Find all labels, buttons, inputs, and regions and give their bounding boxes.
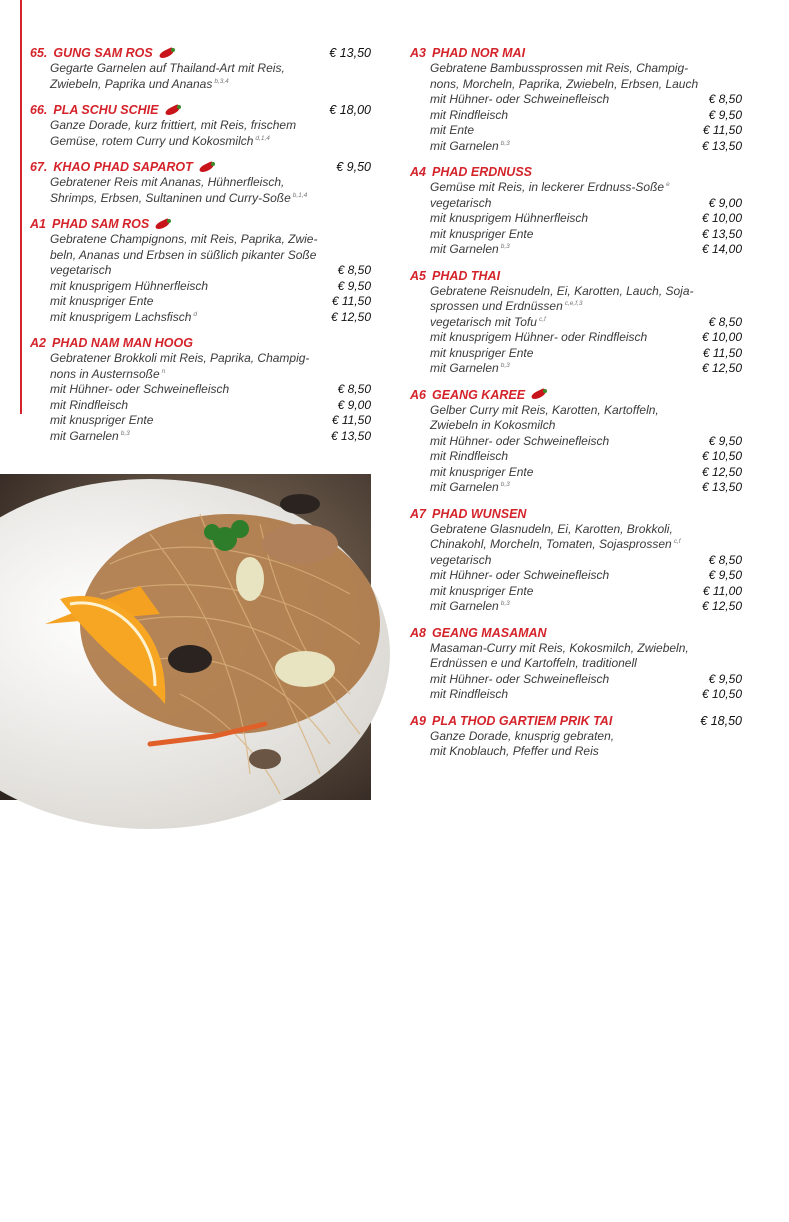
option-label	[430, 449, 508, 465]
dish-name: GEANG KAREE	[431, 387, 526, 402]
option-price: € 9,50	[708, 671, 742, 686]
option-price: € 13,50	[701, 226, 742, 241]
option-label	[430, 568, 609, 584]
description-text: beln, Ananas und Erbsen in süßlich pikanter Soße	[50, 247, 317, 262]
allergen-codes: b,3	[500, 139, 510, 147]
option-price: € 8,50	[708, 552, 742, 567]
option-label	[430, 92, 609, 108]
dish-description	[410, 180, 742, 196]
option-text: mit knuspriger Ente	[430, 226, 534, 241]
option-text: mit knusprigem Hühner- oder Rindfleisch	[430, 330, 648, 344]
option-price: € 14,00	[701, 242, 742, 256]
price-option	[410, 584, 742, 600]
allergen-codes: d,1,4	[255, 134, 270, 142]
description-line	[430, 537, 742, 553]
option-price: € 11,50	[702, 345, 742, 360]
price-option	[410, 449, 742, 465]
dish-number: A7	[410, 506, 426, 521]
dish-name: PLA THOD GARTIEM PRIK TAI	[431, 713, 613, 728]
allergen-codes: c,e,f,3	[564, 300, 583, 307]
description-text: sprossen und Erdnüssen	[430, 299, 563, 313]
option-label	[430, 434, 609, 450]
price-option	[410, 196, 742, 212]
option-text: mit Rindfleisch	[50, 397, 129, 412]
allergen-codes: b,3	[500, 481, 510, 488]
option-text: mit Ente	[430, 123, 475, 137]
option-price: € 9,50	[708, 107, 742, 122]
option-price: € 11,00	[702, 583, 742, 598]
dish-name: GEANG MASAMAN	[431, 625, 547, 640]
menu-right-column	[410, 45, 742, 770]
price-option	[410, 315, 742, 331]
price-option	[410, 139, 742, 155]
dish-name: PHAD ERDNUSS	[431, 165, 532, 179]
option-label	[430, 227, 533, 243]
option-text: mit Garnelen	[430, 138, 499, 153]
option-text: mit knuspriger Ente	[50, 294, 154, 308]
option-label	[50, 382, 229, 398]
dish-description	[410, 641, 742, 672]
option-label	[430, 330, 647, 346]
option-label	[50, 310, 197, 326]
dish-number: A2	[30, 336, 46, 350]
dish-heading	[410, 268, 742, 284]
price-option	[410, 330, 742, 346]
dish-number: 67.	[30, 160, 48, 174]
menu-dish	[30, 159, 371, 206]
dish-heading	[410, 45, 742, 61]
option-label	[50, 263, 111, 279]
description-line	[50, 351, 371, 367]
description-line	[430, 418, 742, 434]
menu-dish	[410, 45, 742, 154]
phad-wunsen-photo-illustration	[0, 474, 371, 800]
dish-name: PHAD WUNSEN	[431, 506, 527, 521]
option-price: € 10,00	[701, 330, 742, 344]
allergen-codes: c,f	[538, 315, 546, 323]
description-line	[430, 299, 742, 315]
dish-heading	[410, 625, 742, 641]
menu-dish	[30, 102, 371, 149]
price-option	[30, 294, 371, 310]
option-text: mit Garnelen	[430, 480, 499, 494]
description-line	[430, 284, 742, 300]
option-price: € 10,00	[701, 211, 742, 225]
allergen-codes: n	[161, 367, 166, 375]
price-option	[410, 465, 742, 481]
description-text: Shrimps, Erbsen, Sultaninen und Curry-Soße	[50, 190, 291, 205]
left-accent-rule	[20, 0, 22, 414]
option-label	[430, 211, 588, 227]
dish-heading	[410, 387, 742, 403]
dish-number: 65.	[30, 46, 48, 60]
option-text: mit knuspriger Ente	[50, 413, 154, 427]
option-label	[50, 279, 208, 295]
option-text: mit Hühner- oder Schweinefleisch	[430, 433, 610, 448]
description-line	[50, 77, 371, 93]
description-line	[430, 403, 742, 419]
option-price: € 9,50	[337, 278, 371, 293]
price-option	[30, 413, 371, 429]
price-option	[410, 672, 742, 688]
option-text: vegetarisch	[430, 552, 492, 567]
option-price: € 12,50	[701, 464, 742, 479]
price-option	[410, 211, 742, 227]
menu-dish	[410, 164, 742, 258]
dish-name: PHAD NOR MAI	[431, 46, 526, 60]
option-price: € 13,50	[701, 138, 742, 153]
option-text: mit Hühner- oder Schweinefleisch	[50, 382, 230, 396]
price-option	[410, 242, 742, 258]
dish-heading	[30, 45, 371, 61]
photo-caption	[29, 1196, 112, 1222]
menu-dish	[410, 387, 742, 496]
option-price: € 12,50	[701, 361, 742, 375]
description-text: Gemüse mit Reis, in leckerer Erdnuss-Soße	[430, 180, 665, 194]
option-text: vegetarisch mit Tofu	[430, 314, 537, 329]
description-line	[50, 191, 371, 207]
description-text: Gelber Curry mit Reis, Karotten, Kartoffeln,	[430, 402, 659, 417]
option-price: € 9,50	[708, 433, 742, 448]
option-price: € 9,00	[337, 397, 371, 412]
allergen-codes: b,1,4	[292, 191, 308, 199]
menu-dish	[30, 45, 371, 92]
option-label	[430, 315, 546, 331]
option-price: € 12,50	[701, 599, 742, 613]
dish-name: KHAO PHAD SAPAROT	[53, 160, 193, 174]
option-text: vegetarisch	[50, 263, 112, 277]
description-line	[50, 118, 371, 134]
allergen-codes: c,f	[673, 538, 681, 545]
description-text: Gebratener Reis mit Ananas, Hühnerfleisch,	[50, 175, 285, 189]
description-line	[430, 656, 742, 672]
description-text: Zwiebeln, Paprika und Ananas	[50, 76, 213, 91]
price-option	[30, 429, 371, 445]
description-text: Gebratene Bambussprossen mit Reis, Champig-	[430, 61, 689, 75]
description-line	[50, 175, 371, 191]
description-line	[50, 248, 371, 264]
option-label	[430, 687, 508, 703]
price-option	[410, 434, 742, 450]
option-label	[50, 429, 130, 445]
dish-number: A9	[410, 713, 426, 728]
price-option	[410, 553, 742, 569]
description-line	[430, 641, 742, 657]
option-text: mit knuspriger Ente	[430, 464, 534, 479]
option-label	[430, 242, 510, 258]
price-option	[30, 263, 371, 279]
option-text: mit Garnelen	[430, 242, 499, 256]
description-line	[430, 77, 742, 93]
dish-name: PHAD THAI	[431, 268, 501, 283]
dish-price: € 18,50	[700, 713, 742, 728]
option-text: mit knusprigem Lachsfisch	[50, 309, 192, 324]
description-line	[50, 232, 371, 248]
option-price: € 10,50	[701, 687, 742, 701]
dish-price: € 13,50	[329, 46, 371, 60]
dish-description	[410, 61, 742, 92]
option-text: mit Hühner- oder Schweinefleisch	[430, 568, 610, 582]
dish-number: 66.	[30, 103, 48, 117]
description-line	[430, 744, 742, 760]
option-text: mit knusprigem Hühnerfleisch	[50, 278, 209, 293]
dish-heading	[30, 102, 371, 118]
allergen-codes: d	[193, 310, 198, 318]
dish-number: A3	[410, 46, 426, 60]
option-text: mit knuspriger Ente	[430, 345, 534, 360]
dish-description	[410, 522, 742, 553]
description-text: Gebratene Reisnudeln, Ei, Karotten, Lauch, Soja-	[430, 283, 694, 298]
option-label	[50, 294, 153, 310]
option-text: mit Rindfleisch	[430, 449, 509, 463]
dish-description	[30, 232, 371, 263]
option-label	[430, 139, 510, 155]
description-text: Chinakohl, Morcheln, Tomaten, Sojasprossen	[430, 537, 672, 551]
dish-description	[30, 61, 371, 92]
option-text: mit Garnelen	[430, 599, 499, 613]
dish-number: A4	[410, 165, 426, 179]
option-price: € 13,50	[330, 428, 371, 443]
allergen-codes: b,3	[500, 362, 510, 369]
description-text: Gebratener Brokkoli mit Reis, Paprika, Champig-	[50, 351, 310, 365]
menu-dish	[410, 713, 742, 760]
dish-description	[30, 175, 371, 206]
option-price: € 12,50	[330, 309, 371, 324]
option-price: € 8,50	[708, 314, 742, 329]
option-label	[50, 413, 153, 429]
price-option	[410, 687, 742, 703]
price-option	[30, 398, 371, 414]
option-text: mit Garnelen	[50, 428, 119, 443]
option-label	[430, 672, 609, 688]
option-price: € 13,50	[701, 480, 742, 494]
photo-caption-title: PHAD WUNSEN	[29, 1209, 113, 1221]
dish-description	[410, 284, 742, 315]
price-option	[410, 480, 742, 496]
menu-dish	[410, 625, 742, 703]
description-line	[50, 134, 371, 150]
option-label	[430, 196, 491, 212]
description-text: Zwiebeln in Kokosmilch	[430, 418, 556, 432]
chili-icon	[153, 219, 171, 230]
description-line	[50, 367, 371, 383]
description-text: Ganze Dorade, knusprig gebraten,	[430, 728, 615, 743]
price-option	[410, 227, 742, 243]
option-label	[430, 599, 510, 615]
allergen-codes: b,3	[500, 243, 510, 250]
description-text: Gegarte Garnelen auf Thailand-Art mit Reis,	[50, 61, 285, 75]
option-text: mit knuspriger Ente	[430, 583, 534, 598]
dish-number: A6	[410, 387, 426, 402]
option-label	[430, 480, 510, 496]
chili-icon	[529, 389, 547, 400]
option-text: mit Garnelen	[430, 361, 499, 375]
dish-heading	[30, 159, 371, 175]
option-price: € 8,50	[337, 263, 371, 277]
allergen-codes: b,3	[500, 600, 510, 607]
description-line	[430, 522, 742, 538]
option-text: mit Rindfleisch	[430, 687, 509, 701]
description-text: Gebratene Champignons, mit Reis, Paprika, Zwie-	[50, 232, 318, 246]
description-text: nons in Austernsoße	[50, 366, 160, 381]
option-price: € 11,50	[331, 413, 371, 427]
dish-heading	[30, 335, 371, 351]
option-label	[430, 108, 508, 124]
option-price: € 9,00	[708, 195, 742, 210]
price-option	[410, 108, 742, 124]
dish-name: GUNG SAM ROS	[53, 46, 153, 60]
description-text: nons, Morcheln, Paprika, Zwiebeln, Erbsen, Lauch	[430, 76, 699, 91]
option-text: mit Rindfleisch	[430, 107, 509, 122]
description-text: mit Knoblauch, Pfeffer und Reis	[430, 744, 599, 758]
description-text: Erdnüssen e und Kartoffeln, traditionell	[430, 656, 637, 670]
option-label	[430, 553, 491, 569]
option-label	[430, 123, 474, 139]
option-price: € 9,50	[708, 568, 742, 582]
allergen-codes: b,3,4	[214, 77, 229, 85]
description-line	[430, 729, 742, 745]
dish-price: € 18,00	[329, 103, 371, 117]
price-option	[410, 599, 742, 615]
dish-heading	[410, 164, 742, 180]
option-text: mit knusprigem Hühnerfleisch	[430, 211, 589, 225]
option-price: € 8,50	[708, 92, 742, 106]
menu-left-column	[30, 45, 371, 454]
dish-description	[30, 351, 371, 382]
description-text: Gebratene Glasnudeln, Ei, Karotten, Brokkoli,	[430, 521, 673, 536]
dish-heading	[30, 216, 371, 232]
dish-photo	[0, 474, 371, 1221]
description-line	[430, 180, 742, 196]
option-text: vegetarisch	[430, 195, 492, 210]
menu-dish	[410, 268, 742, 377]
option-price: € 11,50	[331, 294, 371, 308]
menu-dish	[410, 506, 742, 615]
description-line	[430, 61, 742, 77]
menu-dish	[30, 335, 371, 444]
chili-icon	[163, 105, 181, 116]
price-option	[30, 279, 371, 295]
dish-name: PHAD NAM MAN HOOG	[51, 336, 193, 350]
dish-description	[30, 118, 371, 149]
option-text: mit Hühner- oder Schweinefleisch	[430, 671, 610, 686]
allergen-codes: e	[666, 181, 670, 188]
dish-name: PHAD SAM ROS	[51, 217, 150, 231]
option-label	[430, 361, 510, 377]
dish-heading	[410, 506, 742, 522]
option-label	[430, 346, 533, 362]
dish-description	[410, 403, 742, 434]
option-text: mit Hühner- oder Schweinefleisch	[430, 92, 610, 106]
price-option	[410, 361, 742, 377]
option-price: € 10,50	[701, 449, 742, 463]
dish-description	[410, 729, 742, 760]
price-option	[410, 123, 742, 139]
option-label	[430, 465, 533, 481]
allergen-codes: b,3	[120, 429, 130, 437]
dish-heading	[410, 713, 742, 729]
dish-price: € 9,50	[336, 160, 371, 174]
description-text: Ganze Dorade, kurz frittiert, mit Reis, frischem	[50, 118, 297, 132]
description-line	[50, 61, 371, 77]
chili-icon	[157, 48, 175, 59]
option-label	[430, 584, 533, 600]
price-option	[410, 568, 742, 584]
dish-number: A5	[410, 268, 426, 283]
price-option	[30, 310, 371, 326]
description-text: Gemüse, rotem Curry und Kokosmilch	[50, 133, 254, 148]
price-option	[410, 346, 742, 362]
dish-name: PLA SCHU SCHIE	[53, 103, 159, 117]
dish-number: A8	[410, 625, 426, 640]
description-text: Masaman-Curry mit Reis, Kokosmilch, Zwiebeln,	[430, 640, 689, 655]
photo-caption-number: Nr. A7	[29, 1196, 61, 1208]
chili-icon	[197, 162, 215, 173]
menu-dish	[30, 216, 371, 325]
price-option	[30, 382, 371, 398]
price-option	[410, 92, 742, 108]
option-price: € 11,50	[702, 123, 742, 137]
option-label	[50, 398, 128, 414]
option-price: € 8,50	[337, 382, 371, 396]
dish-number: A1	[30, 217, 46, 231]
